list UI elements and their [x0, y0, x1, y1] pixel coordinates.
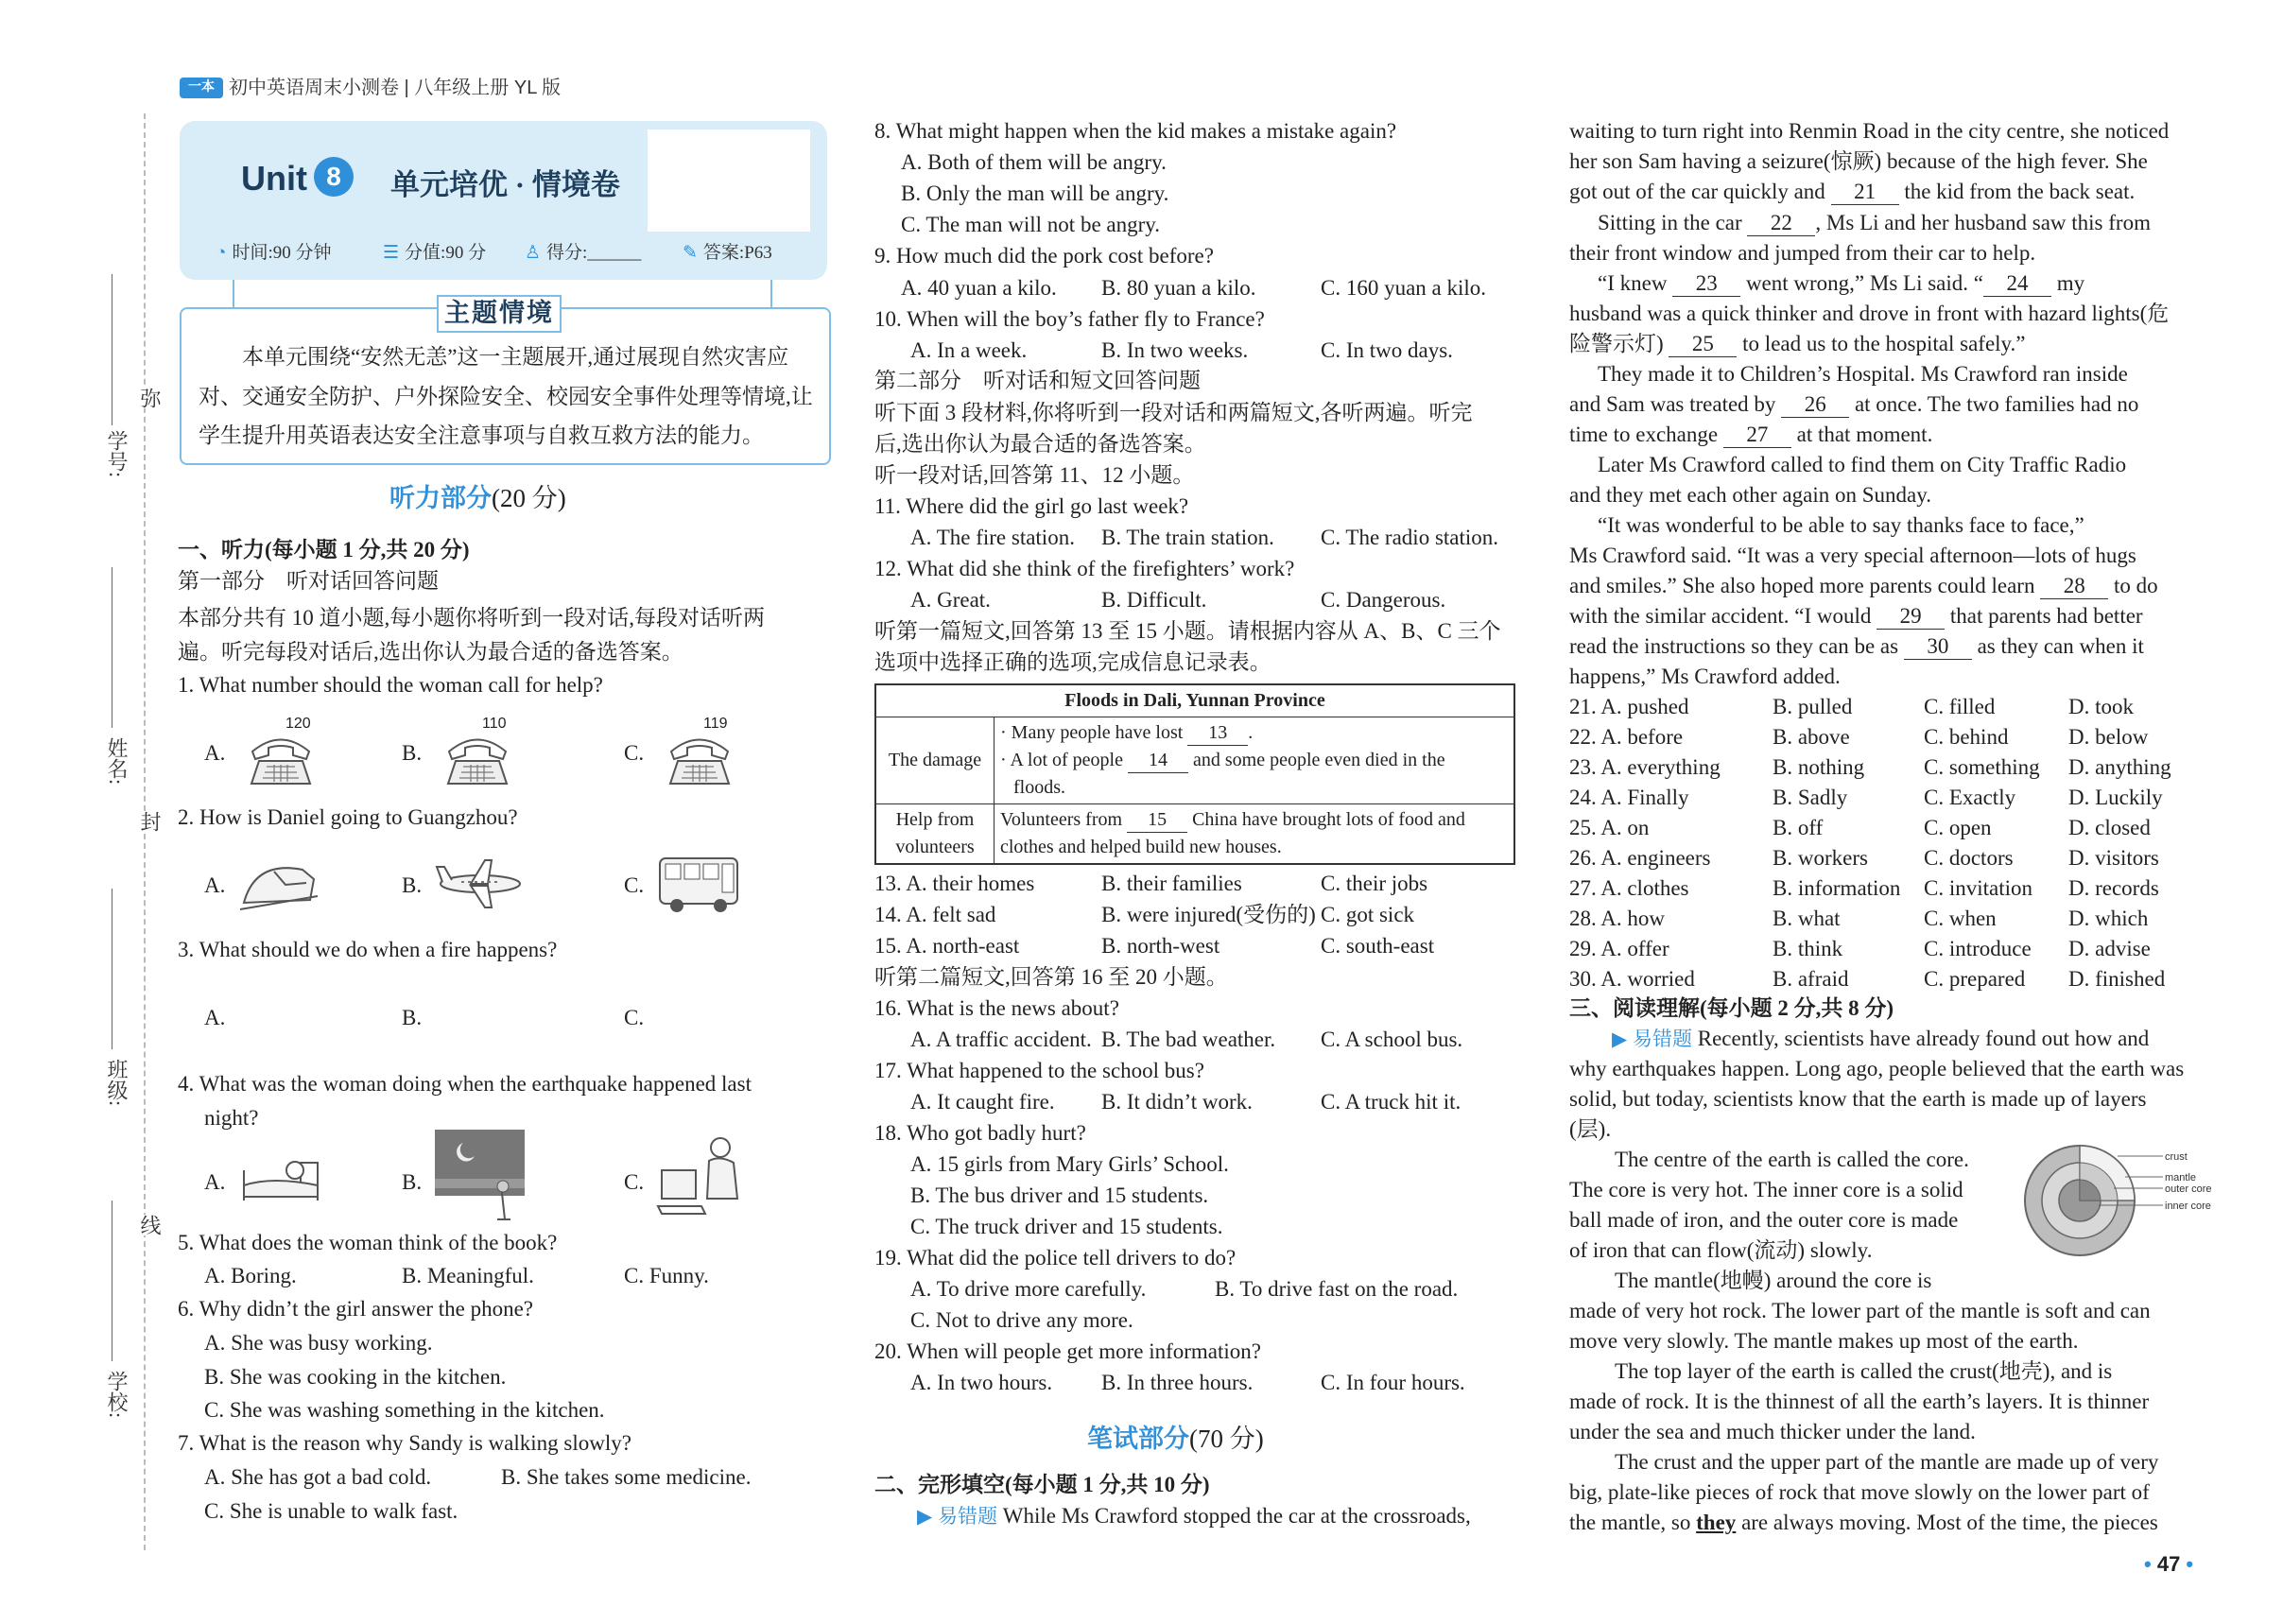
q6-option-b[interactable]: B. She was cooking in the kitchen. [204, 1365, 507, 1389]
reading-line-7: of iron that can flow(流动) slowly. [1569, 1238, 1873, 1262]
q11-option-b[interactable]: B. The train station. [1101, 526, 1274, 549]
q11-option-c[interactable]: C. The radio station. [1321, 526, 1499, 549]
q10-option-b[interactable]: B. In two weeks. [1101, 338, 1249, 362]
label-outer-core: outer core [2165, 1183, 2212, 1195]
question-5: 5. What does the woman think of the book? [178, 1231, 558, 1254]
reading-line-3: (层). [1569, 1117, 1612, 1141]
q15-option-b[interactable]: B. north-west [1101, 934, 1220, 958]
cloze-line-1: waiting to turn right into Renmin Road in the city centre, she noticed [1569, 119, 2170, 143]
bus-icon [654, 849, 744, 917]
watching-tv-icon [656, 1132, 746, 1219]
connector-right [770, 280, 772, 308]
banner-blank-area [648, 130, 810, 232]
q9-option-c[interactable]: C. 160 yuan a kilo. [1321, 276, 1487, 300]
binding-line [144, 113, 146, 1550]
cloze-choice[interactable]: D. records [2068, 876, 2159, 900]
cloze-choice[interactable]: D. Luckily [2068, 786, 2163, 809]
cloze-choice[interactable]: 23. A. everything [1569, 755, 1721, 779]
question-20: 20. When will people get more information? [874, 1339, 1261, 1363]
question-18: 18. Who got badly hurt? [874, 1121, 1086, 1145]
cloze-choice[interactable]: C. filled [1924, 695, 1996, 718]
reading-line-4: The centre of the earth is called the core. [1615, 1148, 1969, 1171]
unit-number: 8 [314, 157, 354, 197]
reading-line-15: big, plate-like pieces of rock that move slowly on the lower part of [1569, 1480, 2150, 1504]
cloze-choice[interactable]: 24. A. Finally [1569, 786, 1689, 809]
cloze-choice[interactable]: B. what [1773, 907, 1841, 930]
q4-option-c-label: C. [624, 1170, 645, 1194]
cloze-choice[interactable]: 26. A. engineers [1569, 846, 1711, 870]
score-info: ☰ 分值:90 分 [383, 243, 487, 263]
person-icon: ♙ [525, 243, 542, 263]
underlined-word: they [1696, 1511, 1737, 1534]
cloze-choice[interactable]: C. something [1924, 755, 2040, 779]
q8-option-b[interactable]: B. Only the man will be angry. [901, 181, 1169, 205]
label-inner-core: inner core [2165, 1201, 2211, 1212]
connector-left [233, 280, 234, 308]
earth-layers-diagram [2023, 1139, 2226, 1262]
question-2: 2. How is Daniel going to Guangzhou? [178, 805, 518, 829]
cloze-choice[interactable]: D. finished [2068, 967, 2166, 991]
cloze-line-16: and smiles.” She also hoped more parents could learn 28 to do [1569, 574, 2158, 597]
table-row-help-head: Help from volunteers [875, 804, 994, 865]
text1-desc-2: 选项中选择正确的选项,完成信息记录表。 [874, 650, 1271, 674]
question-3: 3. What should we do when a fire happens? [178, 938, 558, 961]
cloze-choice[interactable]: B. information [1773, 876, 1901, 900]
reading-line-12: made of rock. It is the thinnest of all the earth’s layers. It is thinner [1569, 1390, 2150, 1413]
cloze-choice[interactable]: B. nothing [1773, 755, 1865, 779]
question-17: 17. What happened to the school bus? [874, 1059, 1204, 1082]
question-16: 16. What is the news about? [874, 996, 1119, 1020]
cloze-line-3: got out of the car quickly and 21 the kid from the back seat. [1569, 180, 2136, 203]
error-prone-tag: ▶ 易错题 [917, 1506, 997, 1528]
part2-desc-2: 后,选出你认为最合适的备选答案。 [874, 432, 1206, 456]
cloze-choice[interactable]: C. doctors [1924, 846, 2014, 870]
q20-option-b[interactable]: B. In three hours. [1101, 1371, 1254, 1394]
blank-21[interactable]: 21 [1831, 180, 1899, 205]
q1-option-a-label: A. [204, 741, 226, 765]
q6-option-a[interactable]: A. She was busy working. [204, 1331, 433, 1355]
q15-option-c[interactable]: C. south-east [1321, 934, 1435, 958]
cloze-choice[interactable]: B. workers [1773, 846, 1868, 870]
q10-option-c[interactable]: C. In two days. [1321, 338, 1453, 362]
cloze-line-6: “I knew 23 went wrong,” Ms Li said. “ 24 my [1598, 271, 2085, 295]
night-street-icon [435, 1130, 525, 1229]
cloze-choice[interactable]: 28. A. how [1569, 907, 1665, 930]
q13-option-c[interactable]: C. their jobs [1321, 872, 1428, 895]
q18-option-c[interactable]: C. The truck driver and 15 students. [910, 1215, 1223, 1238]
q4-option-b-label: B. [402, 1170, 423, 1194]
blank-28[interactable]: 28 [2040, 574, 2108, 599]
sleeping-girl-icon [234, 1144, 324, 1212]
telephone-icon [238, 723, 323, 789]
cloze-choice[interactable]: C. Exactly [1924, 786, 2016, 809]
q2-option-c-label: C. [624, 873, 645, 897]
q2-option-b-label: B. [402, 873, 423, 897]
q19-option-c[interactable]: C. Not to drive any more. [910, 1308, 1133, 1332]
cloze-choice[interactable]: D. which [2068, 907, 2149, 930]
cloze-choice[interactable]: C. behind [1924, 725, 2009, 749]
table-title: Floods in Dali, Yunnan Province [875, 684, 1514, 717]
cloze-choice[interactable]: 29. A. offer [1569, 937, 1669, 960]
q16-option-c[interactable]: C. A school bus. [1321, 1028, 1463, 1051]
question-8: 8. What might happen when the kid makes a mistake again? [874, 119, 1397, 143]
blank-14[interactable]: 14 [1128, 748, 1188, 773]
cloze-choice[interactable]: B. pulled [1773, 695, 1853, 718]
cloze-choice[interactable]: B. afraid [1773, 967, 1849, 991]
listening-section-title: 一、听力(每小题 1 分,共 20 分) [178, 538, 470, 561]
question-12: 12. What did she think of the firefighters’ work? [874, 557, 1295, 580]
cloze-choice[interactable]: D. visitors [2068, 846, 2159, 870]
play-icon: ▶ [917, 1506, 933, 1528]
cloze-line-7: husband was a quick thinker and drove in front with hazard lights(危 [1569, 302, 2170, 325]
part1-desc-1: 本部分共有 10 道小题,每小题你将听到一段对话,每段对话听两 [178, 606, 765, 630]
cloze-line-18: read the instructions so they can be as 30 as they can when it [1569, 634, 2144, 658]
cloze-line-10: and Sam was treated by 26 at once. The two families had no [1569, 392, 2139, 416]
text2-desc: 听第二篇短文,回答第 16 至 20 小题。 [874, 965, 1228, 989]
unit-title: 单元培优 · 情境卷 [390, 168, 620, 201]
written-heading: 笔试部分(70 分) [1087, 1425, 1264, 1453]
cloze-choice[interactable]: 27. A. clothes [1569, 876, 1689, 900]
q5-option-a[interactable]: A. Boring. [204, 1264, 297, 1287]
part1-desc-2: 遍。听完每段对话后,选出你认为最合适的备选答案。 [178, 640, 683, 664]
cloze-line-8: 险警示灯) 25 to lead us to the hospital safely.” [1569, 332, 2026, 355]
cloze-choice[interactable]: 22. A. before [1569, 725, 1684, 749]
q14-option-b[interactable]: B. were injured(受伤的) [1101, 903, 1316, 926]
q2-option-a-label: A. [204, 873, 226, 897]
q19-option-a[interactable]: A. To drive more carefully. [910, 1277, 1147, 1301]
theme-line-3: 学生提升用英语表达安全注意事项与自救互救方法的能力。 [199, 423, 764, 447]
q13-option-b[interactable]: B. their families [1101, 872, 1242, 895]
q7-option-b[interactable]: B. She takes some medicine. [501, 1465, 752, 1489]
reading-line-13: under the sea and much thicker under the land. [1569, 1420, 1976, 1443]
seal-char-1: 弥 [135, 388, 164, 408]
airplane-icon [433, 855, 528, 912]
q7-option-a[interactable]: A. She has got a bad cold. [204, 1465, 432, 1489]
blank-30[interactable]: 30 [1904, 634, 1972, 660]
q16-option-a[interactable]: A. A traffic accident. [910, 1028, 1092, 1051]
theme-title: 主题情境 [437, 295, 562, 333]
cloze-choice[interactable]: C. when [1924, 907, 1997, 930]
reading-line-0: ▶ 易错题 Recently, scientists have already found out how and [1612, 1027, 2150, 1050]
q17-option-b[interactable]: B. It didn’t work. [1101, 1090, 1253, 1114]
q19-option-b[interactable]: B. To drive fast on the road. [1215, 1277, 1459, 1301]
cloze-choice[interactable]: B. off [1773, 816, 1824, 839]
cloze-section-title: 二、完形填空(每小题 1 分,共 10 分) [874, 1473, 1210, 1496]
q18-option-b[interactable]: B. The bus driver and 15 students. [910, 1183, 1209, 1207]
cloze-choice[interactable]: C. introduce [1924, 937, 2032, 960]
reading-line-1: why earthquakes happen. Long ago, people believed that the earth was [1569, 1057, 2185, 1080]
question-4-line-2: night? [204, 1106, 259, 1130]
cloze-choice[interactable]: 25. A. on [1569, 816, 1650, 839]
q10-option-a[interactable]: A. In a week. [910, 338, 1028, 362]
time-info: ◔ 时间:90 分钟 [216, 243, 332, 263]
error-prone-tag: ▶ 易错题 [1612, 1028, 1692, 1050]
reading-line-14: The crust and the upper part of the mantle are made up of very [1615, 1450, 2159, 1474]
cloze-choice[interactable]: D. took [2068, 695, 2134, 718]
edit-icon: ✎ [683, 243, 698, 263]
label-crust: crust [2165, 1151, 2188, 1163]
cloze-choice[interactable]: D. below [2068, 725, 2149, 749]
blank-26[interactable]: 26 [1781, 392, 1849, 418]
q1-number-b: 110 [482, 716, 507, 732]
q3-option-a-label: A. [204, 1006, 226, 1029]
cloze-choice[interactable]: C. open [1924, 816, 1992, 839]
cloze-choice[interactable]: 21. A. pushed [1569, 695, 1689, 718]
cloze-choice[interactable]: D. closed [2068, 816, 2151, 839]
part2-title: 第二部分 听对话和短文回答问题 [874, 369, 1201, 392]
class-label: 班级: [105, 1059, 129, 1107]
question-10: 10. When will the boy’s father fly to France? [874, 307, 1265, 331]
q8-option-a[interactable]: A. Both of them will be angry. [901, 150, 1167, 174]
blank-15[interactable]: 15 [1127, 807, 1187, 833]
cloze-choice[interactable]: D. advise [2068, 937, 2151, 960]
q1-number-a: 120 [285, 716, 311, 732]
brand-logo: 一本 [180, 78, 223, 98]
unit-word: Unit [241, 159, 307, 198]
floods-info-table [874, 683, 1515, 865]
cloze-choice[interactable]: B. think [1773, 937, 1843, 960]
listening-heading: 听力部分(20 分) [389, 484, 566, 512]
cloze-line-17: with the similar accident. “I would 29 that parents had better [1569, 604, 2143, 628]
q16-option-b[interactable]: B. The bad weather. [1101, 1028, 1276, 1051]
question-7: 7. What is the reason why Sandy is walking slowly? [178, 1431, 631, 1455]
question-4-line-1: 4. What was the woman doing when the earthquake happened last [178, 1072, 752, 1096]
series-title: 初中英语周末小测卷 | 八年级上册 YL 版 [229, 78, 562, 98]
school-label: 学校: [105, 1371, 129, 1419]
part1-title: 第一部分 听对话回答问题 [178, 569, 439, 593]
text1-desc-1: 听第一篇短文,回答第 13 至 15 小题。请根据内容从 A、B、C 三个 [874, 619, 1501, 643]
student-id-label: 学号: [105, 430, 129, 478]
q7-option-c[interactable]: C. She is unable to walk fast. [204, 1499, 458, 1523]
question-11: 11. Where did the girl go last week? [874, 494, 1189, 518]
cloze-line-0: ▶ 易错题 While Ms Crawford stopped the car at the crossroads, [917, 1504, 1471, 1528]
score-got: ♙ 得分:______ [525, 243, 642, 263]
q14-option-a[interactable]: 14. A. felt sad [874, 903, 996, 926]
reading-line-11: The top layer of the earth is called the crust(地壳), and is [1615, 1359, 2113, 1383]
q4-option-a-label: A. [204, 1170, 226, 1194]
cloze-choice[interactable]: B. above [1773, 725, 1850, 749]
reading-line-8: The mantle(地幔) around the core is [1615, 1269, 1932, 1292]
question-19: 19. What did the police tell drivers to do? [874, 1246, 1237, 1270]
q1-option-c-label: C. [624, 741, 645, 765]
reading-line-16: the mantle, so they are always moving. Most of the time, the pieces [1569, 1511, 2158, 1534]
telephone-icon [657, 723, 742, 789]
reading-line-10: move very slowly. The mantle makes up most of the earth. [1569, 1329, 2079, 1353]
blank-27[interactable]: 27 [1723, 423, 1791, 448]
page-number: • 47 • [2144, 1552, 2194, 1576]
answer-info: ✎ 答案:P63 [683, 243, 772, 263]
q1-number-c: 119 [703, 716, 728, 732]
q1-option-b-label: B. [402, 741, 423, 765]
q5-option-c[interactable]: C. Funny. [624, 1264, 709, 1287]
question-6: 6. Why didn’t the girl answer the phone? [178, 1297, 534, 1321]
cloze-choice[interactable]: B. Sadly [1773, 786, 1848, 809]
blank-22[interactable]: 22 [1747, 211, 1815, 236]
theme-line-2: 对、交通安全防护、户外探险安全、校园安全事件处理等情境,让 [199, 385, 813, 408]
q3-option-b-label: B. [402, 1006, 423, 1029]
dialogue-instruction: 听一段对话,回答第 11、12 小题。 [874, 463, 1195, 487]
q20-option-c[interactable]: C. In four hours. [1321, 1371, 1465, 1394]
train-icon [236, 851, 321, 917]
q12-option-a[interactable]: A. Great. [910, 588, 991, 612]
play-icon: ▶ [1612, 1028, 1628, 1050]
cloze-line-14: “It was wonderful to be able to say thanks face to face,” [1598, 513, 2084, 537]
blank-25[interactable]: 25 [1669, 332, 1737, 357]
q13-option-a[interactable]: 13. A. their homes [874, 872, 1035, 895]
table-row-help-body: Volunteers from 15 China have brought lots of food and clothes and helped build new houses. [994, 804, 1515, 865]
clock-icon: ◔ [216, 243, 227, 263]
q8-option-c[interactable]: C. The man will not be angry. [901, 213, 1161, 236]
blank-13[interactable]: 13 [1187, 720, 1248, 746]
telephone-icon [435, 723, 520, 789]
cloze-line-11: time to exchange 27 at that moment. [1569, 423, 1933, 446]
stack-icon: ☰ [383, 243, 400, 263]
cloze-line-15: Ms Crawford said. “It was a very special afternoon—lots of hugs [1569, 544, 2136, 567]
question-1: 1. What number should the woman call for help? [178, 673, 603, 697]
seal-char-3: 线 [135, 1215, 164, 1235]
cloze-choice[interactable]: C. invitation [1924, 876, 2032, 900]
q14-option-c[interactable]: C. got sick [1321, 903, 1415, 926]
name-label: 姓名: [105, 737, 129, 786]
cloze-line-2: her son Sam having a seizure(惊厥) because of the high fever. She [1569, 149, 2148, 173]
blank-23[interactable]: 23 [1672, 271, 1740, 297]
cloze-choice[interactable]: C. prepared [1924, 967, 2026, 991]
q11-option-a[interactable]: A. The fire station. [910, 526, 1075, 549]
q9-option-b[interactable]: B. 80 yuan a kilo. [1101, 276, 1256, 300]
q3-option-c-label: C. [624, 1006, 645, 1029]
cloze-line-13: and they met each other again on Sunday. [1569, 483, 1931, 507]
label-mantle: mantle [2165, 1172, 2197, 1183]
table-row-damage-body: · Many people have lost 13 . · A lot of people 14 and some people even died in the floods. [994, 717, 1515, 804]
q12-option-b[interactable]: B. Difficult. [1101, 588, 1207, 612]
table-row-damage-head: The damage [875, 717, 994, 804]
part2-desc-1: 听下面 3 段材料,你将听到一段对话和两篇短文,各听两遍。听完 [874, 401, 1473, 424]
q18-option-a[interactable]: A. 15 girls from Mary Girls’ School. [910, 1152, 1229, 1176]
q20-option-a[interactable]: A. In two hours. [910, 1371, 1053, 1394]
reading-line-2: solid, but today, scientists know that the earth is made up of layers [1569, 1087, 2147, 1111]
cloze-choice[interactable]: D. anything [2068, 755, 2171, 779]
theme-line-1: 本单元围绕“安然无恙”这一主题展开,通过展现自然灾害应 [242, 345, 789, 369]
reading-line-6: ball made of iron, and the outer core is made [1569, 1208, 1959, 1232]
q9-option-a[interactable]: A. 40 yuan a kilo. [901, 276, 1057, 300]
cloze-line-5: their front window and jumped from their car to help. [1569, 241, 2036, 265]
blank-29[interactable]: 29 [1877, 604, 1945, 630]
cloze-choice[interactable]: 30. A. worried [1569, 967, 1695, 991]
question-9: 9. How much did the pork cost before? [874, 244, 1214, 268]
q12-option-c[interactable]: C. Dangerous. [1321, 588, 1446, 612]
blank-24[interactable]: 24 [1983, 271, 2051, 297]
cloze-line-4: Sitting in the car 22 , Ms Li and her husband saw this from [1598, 211, 2151, 234]
q6-option-c[interactable]: C. She was washing something in the kitchen. [204, 1398, 605, 1422]
q17-option-c[interactable]: C. A truck hit it. [1321, 1090, 1461, 1114]
seal-char-2: 封 [135, 811, 164, 832]
reading-line-5: The core is very hot. The inner core is a solid [1569, 1178, 1963, 1201]
reading-section-title: 三、阅读理解(每小题 2 分,共 8 分) [1569, 996, 1894, 1020]
reading-line-9: made of very hot rock. The lower part of the mantle is soft and can [1569, 1299, 2151, 1322]
cloze-line-19: happens,” Ms Crawford added. [1569, 665, 1841, 688]
cloze-line-9: They made it to Children’s Hospital. Ms Crawford ran inside [1598, 362, 2128, 386]
q15-option-a[interactable]: 15. A. north-east [874, 934, 1020, 958]
cloze-line-12: Later Ms Crawford called to find them on City Traffic Radio [1598, 453, 2127, 476]
q17-option-a[interactable]: A. It caught fire. [910, 1090, 1055, 1114]
q5-option-b[interactable]: B. Meaningful. [402, 1264, 534, 1287]
